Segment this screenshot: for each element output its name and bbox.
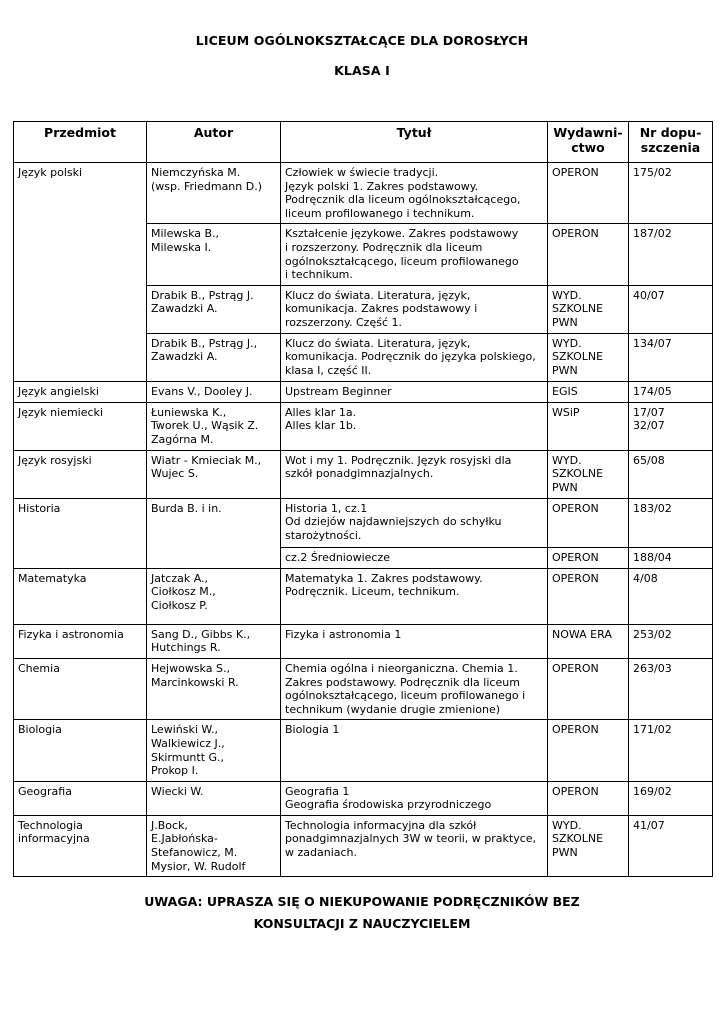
cell-title: Geografia 1 Geografia środowiska przyrodniczego: [281, 781, 548, 815]
table-row: [14, 781, 713, 815]
cell-author: Wiecki W.: [147, 781, 281, 815]
textbook-table: [13, 121, 713, 877]
cell-author: Drabik B., Pstrąg J., Zawadzki A.: [147, 333, 281, 381]
cell-publisher: OPERON: [548, 720, 629, 781]
cell-number: 183/02: [629, 498, 713, 547]
cell-publisher: WYD. SZKOLNE PWN: [548, 285, 629, 333]
cell-number: 263/03: [629, 658, 713, 719]
column-header-author: Autor: [147, 122, 281, 163]
column-header-number: Nr dopu- szczenia: [629, 122, 713, 163]
cell-number: 65/08: [629, 450, 713, 498]
table-row: [14, 815, 713, 876]
column-header-subject: Przedmiot: [14, 122, 147, 163]
cell-publisher: OPERON: [548, 224, 629, 285]
cell-number: 41/07: [629, 815, 713, 876]
cell-author: Milewska B., Milewska I.: [147, 224, 281, 285]
table-row: [14, 624, 713, 658]
cell-subject: Język polski: [14, 163, 147, 382]
cell-title: Kształcenie językowe. Zakres podstawowy i rozszerzony. Podręcznik dla liceum ogólnokształcącego, liceum profilowanego i technikum.: [281, 224, 548, 285]
table-body: [14, 163, 713, 877]
cell-subject: Historia: [14, 498, 147, 568]
class-label: KLASA I: [334, 63, 390, 78]
table-header-row: [14, 122, 713, 163]
cell-subject: Fizyka i astronomia: [14, 624, 147, 658]
cell-number: 187/02: [629, 224, 713, 285]
table-row: [14, 163, 713, 224]
cell-subject: Język rosyjski: [14, 450, 147, 498]
table-row: [14, 658, 713, 719]
cell-author: Jatczak A., Ciołkosz M., Ciołkosz P.: [147, 568, 281, 624]
cell-number: 171/02: [629, 720, 713, 781]
cell-number: 17/07 32/07: [629, 402, 713, 450]
cell-title: Fizyka i astronomia 1: [281, 624, 548, 658]
cell-publisher: OPERON: [548, 781, 629, 815]
cell-publisher: WYD. SZKOLNE PWN: [548, 333, 629, 381]
cell-number: 134/07: [629, 333, 713, 381]
cell-number: 174/05: [629, 381, 713, 402]
cell-title: Biologia 1: [281, 720, 548, 781]
cell-title: Historia 1, cz.1 Od dziejów najdawniejszych do schyłku starożytności.: [281, 498, 548, 547]
cell-author: Łuniewska K., Tworek U., Wąsik Z. Zagórna M.: [147, 402, 281, 450]
cell-title: Matematyka 1. Zakres podstawowy. Podręcznik. Liceum, technikum.: [281, 568, 548, 624]
cell-title: Alles klar 1a. Alles klar 1b.: [281, 402, 548, 450]
cell-subject: Biologia: [14, 720, 147, 781]
cell-author: Drabik B., Pstrąg J. Zawadzki A.: [147, 285, 281, 333]
notice-line-2: KONSULTACJI Z NAUCZYCIELEM: [253, 916, 471, 931]
cell-subject: Geografia: [14, 781, 147, 815]
table-row: [14, 568, 713, 624]
notice-line-1: UWAGA: UPRASZA SIĘ O NIEKUPOWANIE PODRĘCZNIKÓW BEZ: [144, 894, 580, 909]
column-header-title: Tytuł: [281, 122, 548, 163]
cell-title: Upstream Beginner: [281, 381, 548, 402]
cell-publisher: WYD. SZKOLNE PWN: [548, 815, 629, 876]
cell-publisher: EGIS: [548, 381, 629, 402]
cell-title: Wot i my 1. Podręcznik. Język rosyjski dla szkół ponadgimnazjalnych.: [281, 450, 548, 498]
table-row: [14, 720, 713, 781]
cell-author: J.Bock, E.Jabłońska- Stefanowicz, M. Mysior, W. Rudolf: [147, 815, 281, 876]
cell-subject: Technologia informacyjna: [14, 815, 147, 876]
cell-publisher: OPERON: [548, 547, 629, 568]
cell-subject: Matematyka: [14, 568, 147, 624]
cell-title: Technologia informacyjna dla szkół ponadgimnazjalnych 3W w teorii, w praktyce, w zadaniach.: [281, 815, 548, 876]
cell-title: Człowiek w świecie tradycji. Język polski 1. Zakres podstawowy. Podręcznik dla liceum ogólnokształcącego, liceum profilowanego i technikum.: [281, 163, 548, 224]
cell-author: Lewiński W., Walkiewicz J., Skirmuntt G., Prokop I.: [147, 720, 281, 781]
cell-publisher: WSiP: [548, 402, 629, 450]
cell-author: Niemczyńska M. (wsp. Friedmann D.): [147, 163, 281, 224]
cell-author: Wiatr - Kmieciak M., Wujec S.: [147, 450, 281, 498]
page-title: LICEUM OGÓLNOKSZTAŁCĄCE DLA DOROSŁYCH: [195, 33, 529, 48]
cell-author: Evans V., Dooley J.: [147, 381, 281, 402]
cell-publisher: OPERON: [548, 163, 629, 224]
cell-publisher: OPERON: [548, 498, 629, 547]
cell-number: 4/08: [629, 568, 713, 624]
cell-publisher: OPERON: [548, 658, 629, 719]
cell-subject: Język angielski: [14, 381, 147, 402]
cell-number: 169/02: [629, 781, 713, 815]
column-header-publisher: Wydawni- ctwo: [548, 122, 629, 163]
cell-publisher: WYD. SZKOLNE PWN: [548, 450, 629, 498]
table-row: [14, 381, 713, 402]
cell-title: Klucz do świata. Literatura, język, komunikacja. Zakres podstawowy i rozszerzony. Część 1.: [281, 285, 548, 333]
cell-number: 175/02: [629, 163, 713, 224]
table-row: [14, 402, 713, 450]
cell-title: Klucz do świata. Literatura, język, komunikacja. Podręcznik do języka polskiego, klasa I, część II.: [281, 333, 548, 381]
cell-number: 40/07: [629, 285, 713, 333]
cell-title: Chemia ogólna i nieorganiczna. Chemia 1. Zakres podstawowy. Podręcznik dla liceum ogólnokształcącego, liceum profilowanego i technikum (wydanie drugie zmienione): [281, 658, 548, 719]
cell-title: cz.2 Średniowiecze: [281, 547, 548, 568]
cell-subject: Język niemiecki: [14, 402, 147, 450]
cell-author: Sang D., Gibbs K., Hutchings R.: [147, 624, 281, 658]
cell-number: 253/02: [629, 624, 713, 658]
cell-subject: Chemia: [14, 658, 147, 719]
cell-publisher: NOWA ERA: [548, 624, 629, 658]
cell-number: 188/04: [629, 547, 713, 568]
cell-author: Burda B. i in.: [147, 498, 281, 568]
cell-author: Hejwowska S., Marcinkowski R.: [147, 658, 281, 719]
table-row: [14, 450, 713, 498]
table-row: [14, 498, 713, 547]
cell-publisher: OPERON: [548, 568, 629, 624]
